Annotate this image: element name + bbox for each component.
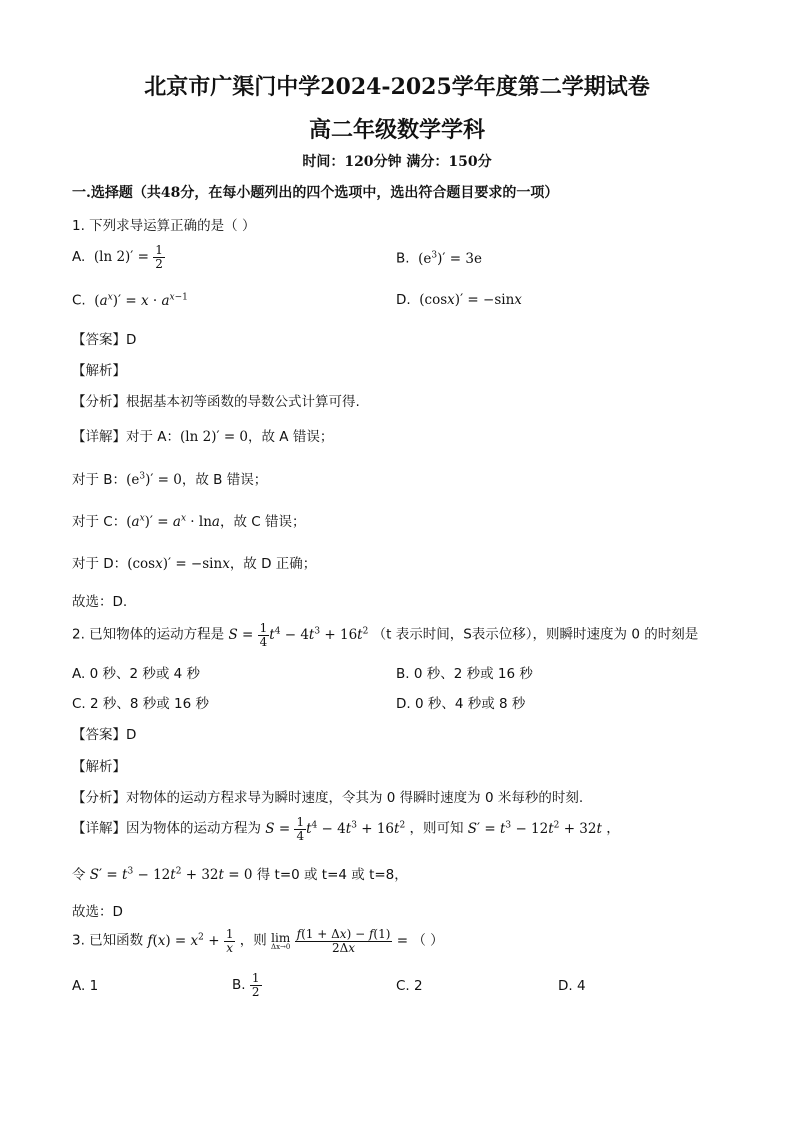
q2-conclusion: 故选：D [72, 904, 123, 920]
q1-option-b: B. $(e^3)' = 3e$ [396, 250, 482, 267]
q1-option-d: D. (cosx)′ = −sinx [396, 292, 522, 308]
q3-option-b: B. $\frac{1}{2}$ [232, 971, 260, 999]
q2-analysis: 【分析】对物体的运动方程求导为瞬时速度，令其为 0 得瞬时速度为 0 米每秒的时刻. [72, 790, 584, 806]
q2-option-b: B. 0 秒、2 秒或 16 秒 [396, 666, 533, 682]
q1-detail-b: 对于 B：$(e^3)' = 0$，故 B 错误； [72, 471, 268, 488]
q1-option-c: C. $(a^x)' = x \cdot a^{x-1}$ [72, 292, 188, 309]
q2-option-d: D. 0 秒、4 秒或 8 秒 [396, 696, 526, 712]
exam-meta: 时间：120分钟 满分：150分 [302, 154, 492, 170]
q3-option-a: A. 1 [72, 978, 99, 994]
q3-option-d: D. 4 [558, 978, 586, 994]
q3-stem: 3. 已知函数 $f(x) = x^2$ + $\frac{1}{x}$ ，则 lim Δx→0 $\frac{f(1 + \Delta x) - f(1)}{2\Delta x}$ = （ ） [72, 927, 444, 955]
exam-subtitle: 高二年级数学学科 [308, 117, 485, 143]
exam-title: 北京市广渠门中学2024-2025学年度第二学期试卷 [144, 74, 650, 100]
q1-answer: 【答案】D [72, 332, 137, 348]
q2-option-c: C. 2 秒、8 秒或 16 秒 [72, 696, 210, 712]
q1-analysis: 【分析】根据基本初等函数的导数公式计算可得. [72, 394, 360, 410]
q3-option-c: C. 2 [396, 978, 423, 994]
q1-conclusion: 故选：D. [72, 594, 128, 610]
q1-detail-c: 对于 C：$(a^x)' = a^x \cdot \ln a$，故 C 错误； [72, 513, 306, 530]
q2-option-a: A. 0 秒、2 秒或 4 秒 [72, 666, 201, 682]
q1-analysis-head: 【解析】 [72, 363, 126, 379]
q1-stem: 1. 下列求导运算正确的是（ ） [72, 218, 256, 234]
section-heading: 一.选择题（共48分，在每小题列出的四个选项中，选出符合题目要求的一项） [72, 185, 559, 201]
q2-analysis-head: 【解析】 [72, 759, 126, 775]
q2-answer: 【答案】D [72, 727, 137, 743]
q1-detail-a: 【详解】对于 A：(ln 2)′ = 0，故 A 错误； [72, 429, 334, 445]
q2-stem: 2. 已知物体的运动方程是 S = $\frac{1}{4}$ $t^4 - 4t^3 + 16t^2$ （t 表示时间，S表示位移），则瞬时速度为 0 的时刻是 [72, 621, 699, 649]
q1-option-a: A. (ln 2)′ = $\frac{1}{2}$ [72, 243, 163, 271]
q2-detail-2: 令 $S' = t^3 - 12t^2 + 32t = 0$ 得 t=0 或 t=4 或 t=8， [72, 866, 408, 883]
q2-detail: 【详解】因为物体的运动方程为 S = $\frac{1}{4}$ $t^4 - 4t^3 + 16t^2$ ，则可知 $S' = t^3 - 12t^2 + 32t$ ， [72, 815, 620, 843]
q1-detail-d: 对于 D：(cosx)′ = −sinx，故 D 正确； [72, 556, 317, 572]
